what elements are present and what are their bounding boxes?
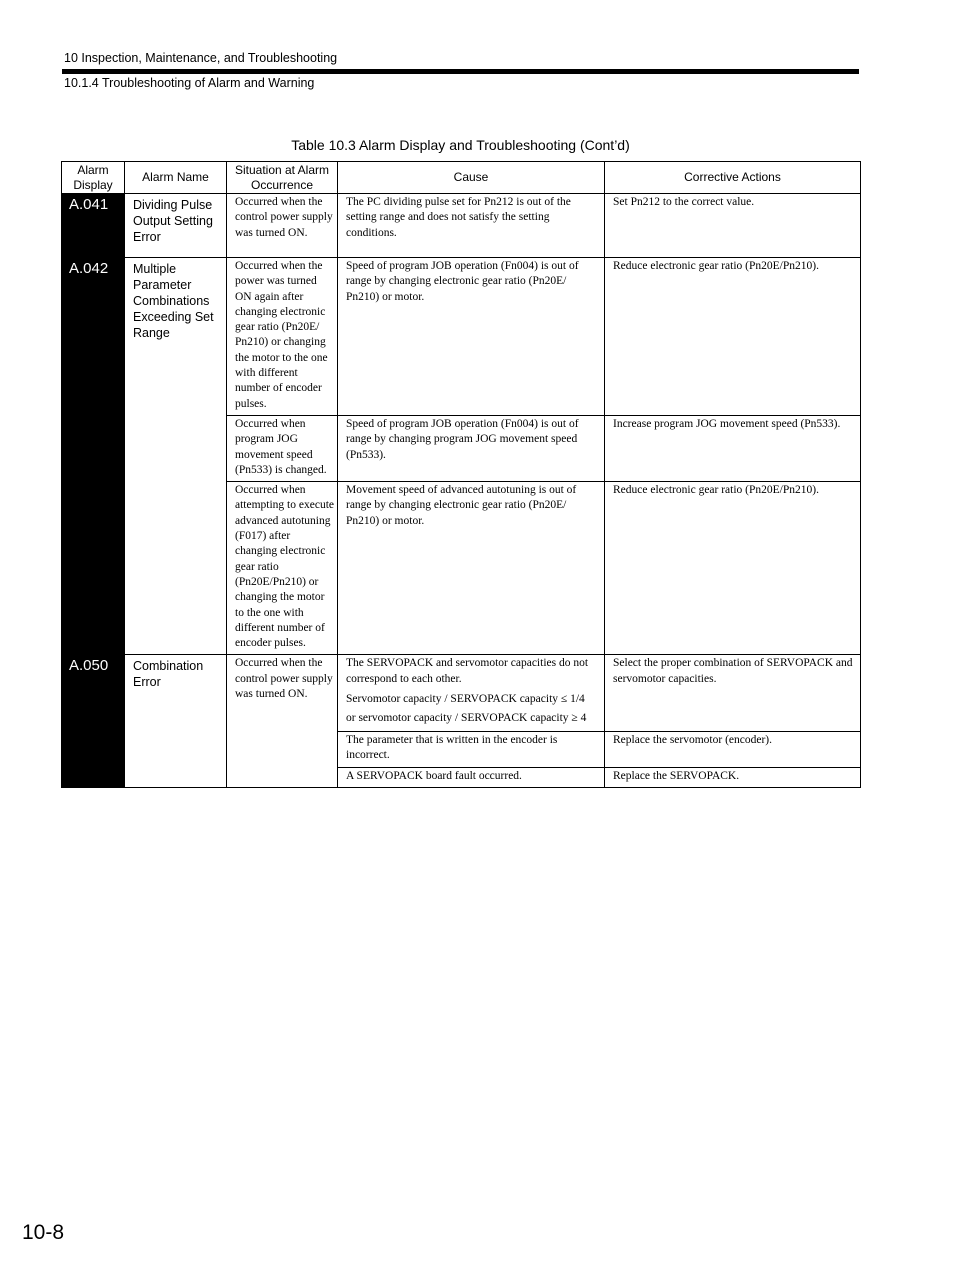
table-row (62, 194, 861, 258)
cause-capacity-condition: Servomotor capacity / SERVOPACK capacity ≤ 1/4 or servomotor capacity / SERVOPACK capacity ≥ 4 (346, 693, 587, 725)
col-cause: Cause (338, 162, 605, 194)
alarm-code: A.041 (62, 194, 125, 258)
table-row (62, 258, 861, 416)
situation-cell: Occurred when attempting to execute advanced autotuning (F017) after changing electronic gear ratio (Pn20E/Pn210) or changing the motor to the one with different number of encoder pulses. (227, 482, 338, 655)
col-situation: Situation at Alarm Occurrence (227, 162, 338, 194)
situation-cell: Occurred when the power was turned ON again after changing electronic gear ratio (Pn20E/ Pn210) or changing the motor to the one with different number of encoder pulses. (227, 258, 338, 416)
chapter-header: 10 Inspection, Maintenance, and Troubleshooting (64, 51, 338, 65)
alarm-name: Combination Error (125, 655, 227, 787)
table-title: Table 10.3 Alarm Display and Troubleshooting (Cont’d) (291, 137, 630, 153)
situation-cell: Occurred when the control power supply was turned ON. (227, 655, 338, 787)
alarm-name: Multiple Parameter Combinations Exceeding Set Range (125, 258, 227, 655)
action-cell: Reduce electronic gear ratio (Pn20E/Pn210). (605, 482, 861, 655)
action-cell: Select the proper combination of SERVOPACK and servomotor capacities. (605, 655, 861, 732)
action-cell: Replace the servomotor (encoder). (605, 732, 861, 768)
cause-cell: Speed of program JOB operation (Fn004) is out of range by changing program JOG movement speed (Pn533). (338, 415, 605, 481)
action-cell: Increase program JOG movement speed (Pn533). (605, 415, 861, 481)
alarm-table (61, 161, 861, 788)
cause-cell: A SERVOPACK board fault occurred. (338, 767, 605, 787)
alarm-code: A.042 (62, 258, 125, 655)
cause-cell: The parameter that is written in the encoder is incorrect. (338, 732, 605, 768)
alarm-code: A.050 (62, 655, 125, 787)
cause-cell (338, 655, 605, 732)
situation-cell: Occurred when the control power supply was turned ON. (227, 194, 338, 258)
cause-cell: The PC dividing pulse set for Pn212 is out of the setting range and does not satisfy the setting conditions. (338, 194, 605, 258)
cause-cell: Movement speed of advanced autotuning is out of range by changing electronic gear ratio (Pn20E/ Pn210) or motor. (338, 482, 605, 655)
col-alarm-name: Alarm Name (125, 162, 227, 194)
page-number: 10-8 (22, 1221, 65, 1244)
action-cell: Set Pn212 to the correct value. (605, 194, 861, 258)
cause-cell: Speed of program JOB operation (Fn004) is out of range by changing electronic gear ratio (Pn20E/ Pn210) or motor. (338, 258, 605, 416)
table-header-row (62, 162, 861, 194)
alarm-name: Dividing Pulse Output Setting Error (125, 194, 227, 258)
header-rule (62, 69, 859, 74)
col-corrective-actions: Corrective Actions (605, 162, 861, 194)
table-row (62, 655, 861, 732)
situation-cell: Occurred when program JOG movement speed (Pn533) is changed. (227, 415, 338, 481)
cause-text: The SERVOPACK and servomotor capacities do not correspond to each other. (346, 657, 589, 685)
col-alarm-display: Alarm Display (62, 162, 125, 194)
action-cell: Reduce electronic gear ratio (Pn20E/Pn210). (605, 258, 861, 416)
action-cell: Replace the SERVOPACK. (605, 767, 861, 787)
section-header: 10.1.4 Troubleshooting of Alarm and Warning (64, 76, 315, 90)
